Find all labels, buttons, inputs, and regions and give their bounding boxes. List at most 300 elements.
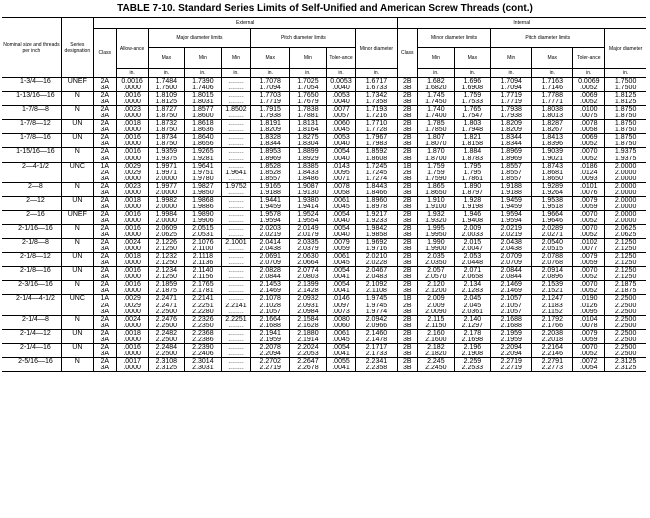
- cell-class-int: 3B: [397, 274, 418, 281]
- cell-size: 1-7/8—8: [2, 106, 61, 114]
- cell-minor-int-max: 1.9408: [454, 218, 491, 225]
- table-row: [2, 224, 646, 232]
- cell-pitch-int-tol: .0052: [573, 85, 605, 92]
- cell-size: 1-15/16—16: [2, 148, 61, 156]
- cell-allowance: .0029: [116, 162, 148, 170]
- cell-major-ext-max: 1.8750: [148, 113, 185, 120]
- cell-major-ext-max: 1.8109: [148, 92, 185, 100]
- cell-pitch-ext-min: 2.2647: [290, 357, 327, 365]
- cell-major-ext-max: 2.0000: [148, 204, 185, 211]
- cell-pitch-ext-min: 1.7679: [290, 99, 327, 106]
- header-pitch-ext-max: Max: [251, 48, 290, 69]
- cell-series: N: [61, 92, 93, 100]
- header-allowance: Allow-ance: [116, 29, 148, 69]
- cell-class-ext: 3A: [93, 176, 116, 183]
- cell-major-int: 2.0000: [605, 204, 646, 211]
- cell-minor-int-max: 2.196: [454, 343, 491, 351]
- cell-pitch-ext-min: 2.1628: [290, 323, 327, 330]
- table-row: [2, 239, 646, 247]
- cell-major-ext-min: 2.1140: [185, 267, 222, 275]
- cell-major-ext-min: 2.2280: [185, 309, 222, 316]
- cell-size: 2-1/16—16: [2, 224, 61, 232]
- cell-major-ext-min: 1.9780: [185, 176, 222, 183]
- unit-pitch-ext-min: in.: [290, 69, 327, 78]
- cell-pitch-ext-min: 1.8304: [290, 141, 327, 148]
- cell-major-ext-max: 2.2500: [148, 337, 185, 344]
- cell-major-ext-max: 2.1232: [148, 253, 185, 261]
- cell-allowance: .0000: [116, 204, 148, 211]
- cell-pitch-ext-max: 2.0828: [251, 267, 290, 275]
- unit-pitch-int-max: in.: [532, 69, 573, 78]
- cell-major-ext-min: 1.8031: [185, 99, 222, 106]
- cell-minor-ext: 1.8443: [356, 182, 397, 190]
- cell-allowance: .0000: [116, 309, 148, 316]
- cell-pitch-ext-min: 2.0984: [290, 309, 327, 316]
- cell-major-ext-min2: ........: [221, 99, 251, 106]
- cell-allowance: .0000: [116, 176, 148, 183]
- cell-class-ext: 2A: [93, 210, 116, 218]
- cell-class-int: 2B: [397, 267, 418, 275]
- cell-pitch-int-min: 2.0219: [491, 224, 532, 232]
- table-header: [2, 18, 646, 78]
- cell-minor-int-min: 2.1150: [418, 323, 455, 330]
- cell-pitch-ext-tol: .0079: [326, 239, 356, 247]
- cell-pitch-ext-tol: .0061: [326, 329, 356, 337]
- cell-class-ext: 2A: [93, 134, 116, 142]
- cell-class-int: 2B: [397, 329, 418, 337]
- unit-major-ext-max: in.: [148, 69, 185, 78]
- cell-major-int: 2.2500: [605, 309, 646, 316]
- header-pitch-int-min: Min: [491, 48, 532, 69]
- cell-allowance: .0016: [116, 281, 148, 289]
- cell-pitch-int-max: 2.0515: [532, 246, 573, 253]
- cell-pitch-int-tol: .0070: [573, 267, 605, 275]
- cell-pitch-ext-max: 2.1057: [251, 309, 290, 316]
- cell-minor-int-max: 1.946: [454, 210, 491, 218]
- cell-major-ext-min2: ........: [221, 190, 251, 197]
- cell-pitch-int-max: 1.9264: [532, 190, 573, 197]
- cell-class-int: 2B: [397, 239, 418, 247]
- cell-class-ext: 1A: [93, 295, 116, 303]
- cell-minor-ext: 1.7728: [356, 127, 397, 134]
- cell-pitch-int-tol: .0059: [573, 337, 605, 344]
- cell-major-ext-min2: 2.2141: [221, 303, 251, 309]
- cell-minor-ext: 1.7216: [356, 113, 397, 120]
- cell-pitch-ext-max: 1.8528: [251, 162, 290, 170]
- cell-pitch-int-max: 1.9039: [532, 148, 573, 156]
- cell-allowance: .0000: [116, 246, 148, 253]
- cell-size: 2-5/16—16: [2, 357, 61, 365]
- cell-major-ext-min: 1.8600: [185, 113, 222, 120]
- cell-major-int: 2.3125: [614, 357, 637, 365]
- cell-pitch-int-min: 2.1469: [491, 288, 532, 295]
- cell-pitch-ext-tol: .0071: [326, 176, 356, 183]
- cell-size: 1-7/8—16: [2, 134, 61, 142]
- cell-major-ext-max: 2.0625: [148, 232, 185, 239]
- cell-major-int: 2.1250: [605, 260, 646, 267]
- cell-size: 1-13/16—16: [2, 92, 61, 100]
- cell-minor-int-max: 1.803: [454, 120, 491, 128]
- cell-major-ext-min2: ........: [221, 85, 251, 92]
- header-class-internal: Class: [397, 29, 418, 78]
- cell-class-int: 2B: [397, 224, 418, 232]
- cell-major-ext-max: 2.1250: [148, 260, 185, 267]
- cell-series: UN: [61, 253, 93, 261]
- cell-pitch-ext-max: 1.8969: [251, 156, 290, 163]
- header-major-external: Major diameter limits: [148, 29, 251, 48]
- unit-minor-ext: in.: [356, 69, 397, 78]
- cell-pitch-ext-tol: .0054: [326, 148, 356, 156]
- cell-major-int: 1.8750: [605, 113, 646, 120]
- cell-minor-int-max: 2.259: [454, 357, 491, 365]
- cell-major-ext-max: 2.2471: [148, 295, 185, 303]
- header-minor-external: Minor diameter: [356, 29, 397, 69]
- cell-class-int: 2B: [397, 170, 418, 176]
- cell-major-ext-max: 1.9971: [148, 170, 185, 176]
- cell-pitch-ext-min: 1.8275: [290, 134, 327, 142]
- cell-minor-ext: 2.1108: [356, 288, 397, 295]
- cell-pitch-ext-tol: .0057: [326, 113, 356, 120]
- cell-major-ext-min2: ........: [221, 141, 251, 148]
- cell-pitch-ext-max: 1.8557: [251, 176, 290, 183]
- cell-pitch-int-min: 2.0844: [491, 274, 532, 281]
- cell-pitch-ext-tol: .0053: [326, 92, 356, 100]
- cell-pitch-ext-min: 1.8486: [290, 176, 327, 183]
- cell-minor-int-min: 1.9950: [418, 232, 455, 239]
- cell-major-int: 2.1250: [605, 246, 646, 253]
- cell-allowance: .0000: [116, 351, 148, 358]
- cell-pitch-int-max: 2.2038: [532, 329, 573, 337]
- cell-minor-int-min: 2.245: [418, 357, 455, 365]
- cell-minor-int-max: 1.821: [454, 134, 491, 142]
- cell-pitch-int-max: 2.1247: [532, 295, 573, 303]
- cell-minor-int-min: 1.9100: [418, 204, 455, 211]
- cell-allowance: .0000: [116, 99, 148, 106]
- cell-pitch-ext-tol: .0045: [326, 127, 356, 134]
- cell-size: 2—16: [2, 210, 61, 218]
- cell-minor-ext: 1.9858: [356, 232, 397, 239]
- cell-minor-int-max: 2.009: [454, 224, 491, 232]
- cell-major-ext-min2: ........: [221, 323, 251, 330]
- cell-minor-int-max: 2.0448: [454, 260, 491, 267]
- cell-major-ext-min2: ........: [221, 343, 251, 351]
- cell-pitch-int-min: 1.9188: [491, 190, 532, 197]
- cell-allowance: .0024: [116, 315, 148, 323]
- cell-class-ext: 2A: [93, 303, 116, 309]
- cell-class-ext: 1A: [93, 162, 116, 170]
- cell-class-int: 2B: [397, 120, 418, 128]
- cell-major-ext-min: 2.1118: [185, 253, 222, 261]
- unit-pitch-int-min: in.: [491, 69, 532, 78]
- cell-pitch-ext-tol: .0041: [326, 288, 356, 295]
- cell-minor-ext: 2.2358: [356, 365, 397, 372]
- cell-pitch-int-min: 2.0219: [491, 232, 532, 239]
- cell-pitch-ext-tol: .0055: [326, 357, 356, 365]
- cell-class-ext: 3A: [93, 246, 116, 253]
- cell-allowance: .0000: [116, 113, 148, 120]
- cell-class-int: 2B: [397, 148, 418, 156]
- cell-pitch-int-min: 1.8209: [491, 120, 532, 128]
- cell-pitch-ext-tol: .0040: [326, 141, 356, 148]
- cell-pitch-int-max: 2.1521: [532, 288, 573, 295]
- cell-pitch-ext-min: 2.0379: [290, 246, 327, 253]
- cell-minor-int-min: 1.682: [418, 78, 455, 86]
- cell-major-ext-min2: ........: [221, 224, 251, 232]
- unit-pitch-ext-tolerance: in.: [326, 69, 356, 78]
- unit-minor-int-min: in.: [418, 69, 455, 78]
- cell-minor-ext: 1.8960: [356, 196, 397, 204]
- cell-pitch-ext-min: 1.7650: [290, 92, 327, 100]
- cell-pitch-ext-max: 2.1664: [251, 315, 290, 323]
- cell-major-ext-min2: 2.1001: [221, 239, 251, 247]
- cell-class-ext: 2A: [93, 281, 116, 289]
- cell-pitch-int-tol: .0069: [573, 134, 605, 142]
- cell-size: 2-1/4—8: [2, 315, 61, 323]
- cell-allowance: .0000: [116, 288, 148, 295]
- cell-pitch-ext-min: 1.9130: [290, 190, 327, 197]
- table-row: [2, 365, 646, 372]
- cell-major-ext-min2: ........: [221, 176, 251, 183]
- cell-major-ext-min: 1.8618: [185, 120, 222, 128]
- cell-class-int: 3B: [397, 365, 418, 372]
- cell-minor-int-min: 1.7850: [418, 127, 455, 134]
- cell-pitch-int-max: 2.0289: [532, 224, 573, 232]
- cell-size: 1-3/4—16: [2, 78, 61, 86]
- cell-size: 2-1/8—8: [2, 239, 61, 247]
- cell-major-ext-max: 2.3125: [148, 365, 185, 372]
- cell-class-ext: 3A: [93, 232, 116, 239]
- cell-pitch-int-tol: .0070: [573, 210, 605, 218]
- cell-minor-int-min: 1.865: [418, 182, 455, 190]
- cell-pitch-ext-min: 2.2053: [290, 351, 327, 358]
- cell-pitch-int-tol: .0190: [573, 295, 605, 303]
- cell-allowance: .0000: [116, 260, 148, 267]
- cell-pitch-int-max: 1.8287: [532, 120, 573, 128]
- cell-pitch-int-max: 1.8013: [532, 113, 573, 120]
- cell-minor-int-min: 2.1820: [418, 351, 455, 358]
- cell-pitch-int-min: 2.0709: [491, 260, 532, 267]
- cell-series: N: [61, 106, 93, 114]
- cell-major-int: 2.1875: [614, 281, 637, 289]
- header-pitch-int-tolerance: Toler-ance: [573, 48, 605, 69]
- table-row: [2, 281, 646, 289]
- cell-major-ext-min: 1.9890: [185, 210, 222, 218]
- cell-pitch-int-tol: .0079: [573, 196, 605, 204]
- cell-allowance: .0016: [116, 134, 148, 142]
- cell-major-ext-max: 1.9977: [148, 182, 185, 190]
- cell-pitch-ext-tol: 0.0053: [326, 78, 356, 86]
- cell-minor-ext: 1.9774: [356, 309, 397, 316]
- cell-major-ext-min2: ........: [221, 351, 251, 358]
- unit-pitch-ext-max: in.: [251, 69, 290, 78]
- cell-major-int: 2.2500: [614, 343, 637, 351]
- cell-allowance: .0018: [116, 329, 148, 337]
- cell-allowance: .0000: [116, 274, 148, 281]
- cell-major-ext-min2: ........: [221, 232, 251, 239]
- cell-class-ext: 3A: [93, 85, 116, 92]
- cell-allowance: .0016: [116, 267, 148, 275]
- cell-major-int: 2.0000: [614, 182, 637, 190]
- cell-pitch-int-max: 1.7163: [532, 78, 573, 86]
- cell-major-ext-min2: ........: [221, 210, 251, 218]
- cell-major-ext-max: 2.1250: [148, 274, 185, 281]
- cell-allowance: 0.0016: [116, 78, 148, 86]
- cell-major-ext-min: 1.9641: [185, 162, 222, 170]
- cell-minor-int-min: 2.120: [418, 281, 455, 289]
- cell-major-ext-min: 2.2406: [185, 351, 222, 358]
- cell-series: UNEF: [61, 78, 93, 86]
- cell-major-ext-min: 2.3031: [185, 365, 222, 372]
- cell-major-ext-min2: ........: [221, 134, 251, 142]
- cell-minor-int-min: 1.6820: [418, 85, 455, 92]
- cell-class-int: 2B: [397, 210, 418, 218]
- cell-minor-int-max: 1.7861: [454, 176, 491, 183]
- cell-minor-int-min: 1.995: [418, 224, 455, 232]
- cell-pitch-int-tol: .0102: [573, 239, 605, 247]
- cell-pitch-ext-tol: .0060: [326, 120, 356, 128]
- cell-pitch-ext-min: 1.8899: [290, 148, 327, 156]
- cell-pitch-ext-min: 2.0664: [290, 260, 327, 267]
- cell-major-ext-max: 2.2500: [148, 323, 185, 330]
- cell-allowance: .0017: [116, 357, 148, 365]
- cell-minor-int-max: 2.053: [454, 253, 491, 261]
- cell-major-int: 1.9375: [614, 148, 637, 156]
- cell-minor-int-max: 1.8783: [454, 156, 491, 163]
- cell-major-int: 2.0000: [614, 169, 637, 176]
- cell-major-ext-min2: ........: [221, 329, 251, 337]
- cell-pitch-ext-min: 1.9524: [290, 210, 327, 218]
- cell-pitch-ext-max: 2.1078: [251, 295, 290, 303]
- cell-pitch-int-max: 2.1766: [532, 323, 573, 330]
- cell-allowance: .0018: [116, 196, 148, 204]
- cell-major-int: 1.8750: [614, 120, 637, 128]
- cell-pitch-int-min: 1.8557: [491, 162, 532, 170]
- cell-pitch-ext-tol: .0095: [326, 170, 356, 176]
- cell-class-int: 3B: [397, 288, 418, 295]
- cell-pitch-ext-tol: .0041: [326, 351, 356, 358]
- cell-pitch-ext-tol: .0058: [326, 190, 356, 197]
- cell-major-ext-max: 1.8125: [148, 99, 185, 106]
- cell-pitch-ext-max: 1.7094: [251, 85, 290, 92]
- cell-major-int: 1.7500: [605, 85, 646, 92]
- cell-pitch-ext-max: 2.0844: [251, 274, 290, 281]
- unit-minor-int-max: in.: [454, 69, 491, 78]
- cell-pitch-int-max: 2.2164: [532, 343, 573, 351]
- cell-pitch-int-min: 2.1688: [491, 315, 532, 323]
- cell-pitch-ext-tol: .0078: [326, 182, 356, 190]
- cell-minor-int-min: 1.910: [418, 196, 455, 204]
- cell-pitch-ext-tol: .0040: [326, 156, 356, 163]
- cell-minor-int-max: 1.765: [454, 106, 491, 114]
- cell-class-int: 3B: [397, 218, 418, 225]
- cell-pitch-int-tol: .0079: [573, 253, 605, 261]
- cell-pitch-ext-tol: .0041: [326, 365, 356, 372]
- cell-major-ext-min2: ........: [221, 267, 251, 275]
- cell-minor-int-min: 1.932: [418, 210, 455, 218]
- unit-allowance: in.: [116, 69, 148, 78]
- cell-class-int: 3B: [397, 113, 418, 120]
- cell-pitch-ext-min: 1.9554: [290, 218, 327, 225]
- cell-pitch-ext-tol: .0143: [326, 162, 356, 170]
- cell-minor-int-min: 2.0570: [418, 274, 455, 281]
- header-nominal: Nominal size and threads per inch: [2, 18, 61, 78]
- cell-pitch-ext-max: 1.9188: [251, 190, 290, 197]
- cell-pitch-int-min: 2.2094: [491, 343, 532, 351]
- cell-minor-ext: 1.6733: [356, 85, 397, 92]
- cell-pitch-ext-min: 2.0774: [290, 267, 327, 275]
- cell-pitch-ext-max: 2.0203: [251, 224, 290, 232]
- cell-major-ext-min: 2.2390: [185, 343, 222, 351]
- cell-minor-ext: 1.7967: [356, 134, 397, 142]
- cell-class-ext: 3A: [93, 365, 116, 372]
- cell-pitch-int-min: 1.7094: [491, 78, 532, 86]
- cell-major-ext-min: 1.9281: [185, 156, 222, 163]
- cell-major-ext-min: 2.0531: [185, 232, 222, 239]
- cell-major-ext-min2: ........: [221, 309, 251, 316]
- cell-minor-int-min: 1.8700: [418, 156, 455, 163]
- cell-minor-ext: 2.1092: [356, 281, 397, 289]
- cell-major-int: 2.0625: [605, 232, 646, 239]
- cell-class-int: 3B: [397, 204, 418, 211]
- cell-pitch-ext-max: 1.9578: [251, 210, 290, 218]
- cell-pitch-ext-max: 1.9594: [251, 218, 290, 225]
- cell-major-int: 2.0000: [605, 176, 646, 183]
- cell-minor-int-min: 1.7590: [418, 176, 455, 183]
- cell-minor-int-max: 1.8797: [454, 190, 491, 197]
- cell-pitch-int-min: 2.1057: [491, 309, 532, 316]
- cell-major-ext-min: 1.7390: [185, 78, 222, 86]
- cell-pitch-ext-max: 2.2702: [251, 357, 290, 365]
- cell-pitch-int-tol: .0126: [573, 303, 605, 309]
- cell-minor-ext: 1.6717: [356, 78, 397, 86]
- cell-pitch-int-min: 1.7938: [491, 113, 532, 120]
- cell-class-int: 3B: [397, 141, 418, 148]
- cell-allowance: .0000: [116, 85, 148, 92]
- table-row: [2, 162, 646, 170]
- cell-allowance: .0016: [116, 92, 148, 100]
- cell-class-int: 2B: [397, 78, 418, 86]
- cell-minor-ext: 1.9217: [356, 210, 397, 218]
- cell-major-ext-max: 1.9971: [148, 162, 185, 170]
- cell-minor-int-max: 1.696: [454, 78, 491, 86]
- cell-allowance: .0029: [116, 303, 148, 309]
- cell-size: 2-1/8—16: [2, 267, 61, 275]
- cell-minor-int-max: 1.795: [454, 162, 491, 170]
- cell-pitch-int-max: 1.7146: [532, 85, 573, 92]
- cell-size: 2-1/4—12: [2, 329, 61, 337]
- cell-minor-int-max: 2.1297: [454, 323, 491, 330]
- cell-class-ext: 3A: [93, 99, 116, 106]
- cell-pitch-ext-max: 1.9165: [251, 182, 290, 190]
- cell-major-ext-min2: ........: [221, 246, 251, 253]
- cell-pitch-int-tol: .0052: [573, 274, 605, 281]
- cell-size: 2-3/16—16: [2, 281, 61, 289]
- cell-major-int: 2.1250: [614, 239, 637, 247]
- cell-class-int: 3B: [397, 99, 418, 106]
- cell-major-ext-min: 2.1781: [185, 288, 222, 295]
- table-row: [2, 295, 646, 303]
- cell-minor-int-min: 1.759: [418, 170, 455, 176]
- cell-pitch-int-min: 1.7094: [491, 85, 532, 92]
- cell-class-int: 2B: [397, 343, 418, 351]
- cell-major-int: 1.7500: [614, 78, 637, 85]
- cell-minor-int-max: 2.178: [454, 329, 491, 337]
- cell-pitch-int-max: 1.8413: [532, 134, 573, 142]
- cell-pitch-int-max: 2.1792: [532, 315, 573, 323]
- cell-minor-ext: 2.1460: [356, 329, 397, 337]
- header-major-ext-min: Min: [185, 48, 222, 69]
- cell-size: 2-1/4—4-1/2: [2, 295, 61, 303]
